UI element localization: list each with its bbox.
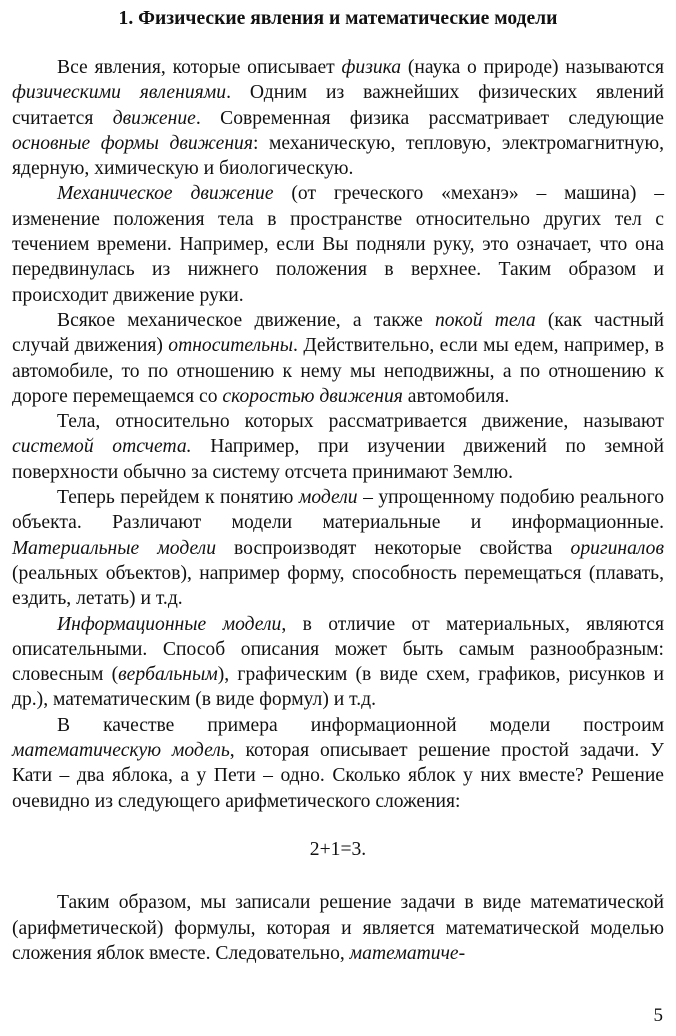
text-run: Теперь перейдем к понятию xyxy=(57,487,299,509)
text-run: (как частный случай движения) xyxy=(12,309,664,357)
text-run: . Действительно, если мы едем, например, в автомобиле, то по отношению к нему мы неподвижны, а по отношению к дороге перемещаемся со xyxy=(12,335,665,407)
italic-term: движение xyxy=(112,107,196,129)
text-run: . Современная физика рассматривает следующие xyxy=(195,107,664,129)
paragraph xyxy=(12,181,664,307)
text-run: (от греческого «механэ» – машина) – изменение положения тела в пространстве относительно других тел с течением времени. Например, если Вы подняли руку, это означает, что она передвинулась из нижнего положения в верхнее. Таким образом и происходит движение руки. xyxy=(12,183,665,306)
text-run: Тела, относительно которых рассматривается движение, называют xyxy=(57,411,664,433)
paragraph xyxy=(12,612,664,713)
page-number: 5 xyxy=(653,1004,663,1026)
text-run: – упрощенному подобию реального объекта. Различают модели материальные и информационные. xyxy=(12,487,664,534)
text-run: В качестве примера информационной модели построим xyxy=(57,714,664,736)
italic-term: математическую модель xyxy=(12,740,230,762)
italic-term: относительны xyxy=(168,335,294,357)
italic-term: покой тела xyxy=(434,309,536,331)
text-run: Например, при изучении движений по земной поверхности обычно за систему отсчета принимают Землю. xyxy=(12,436,665,483)
text-run: Таким образом, мы записали решение задачи в виде математической (арифметической) формулы, которая и является математической моделью сложения яблок вместе. Следовательно, xyxy=(12,892,664,964)
paragraph xyxy=(12,308,664,409)
italic-term: модели xyxy=(298,487,358,509)
text-run: , которая описывает решение простой задачи. У Кати – два яблока, а у Пети – одно. Сколько яблок у них вместе? Решение очевидно из следующего арифметического сложения: xyxy=(12,740,664,812)
text-run: . Одним из важнейших физических явлений считается xyxy=(12,82,665,129)
text-run: (реальных объектов), например форму, способность перемещаться (плавать, ездить, летать) и т.д. xyxy=(12,562,664,610)
italic-term: Материальные модели xyxy=(12,537,217,559)
text-run: автомобиля. xyxy=(402,385,510,407)
italic-term: физическими явлениями xyxy=(12,82,227,104)
italic-term: математиче- xyxy=(349,942,466,964)
italic-term: Информационные модели xyxy=(57,613,282,635)
text-run: (наука о природе) называются xyxy=(401,57,664,78)
body-text xyxy=(12,55,664,966)
text-run: ), графическим (в виде схем, графиков, рисунков и др.), математическим (в виде формул) и т.д. xyxy=(12,664,664,711)
italic-term: оригиналов xyxy=(570,537,664,559)
text-run: : механическую, тепловую, электромагнитную, ядерную, химическую и биологическую. xyxy=(12,132,664,180)
italic-term: основные формы движения xyxy=(12,132,253,154)
paragraph xyxy=(12,485,664,611)
paragraph xyxy=(12,713,664,814)
italic-term: вербальным xyxy=(118,664,218,686)
text-run: Все явления, которые описывает xyxy=(57,57,342,78)
final-paragraph xyxy=(12,890,664,966)
section-heading: 1. Физические явления и математические модели xyxy=(118,8,558,29)
italic-term: системой отсчета. xyxy=(12,436,192,458)
text-run: , в отличие от материальных, являются описательными. Способ описания может быть самым разнообразным: словесным ( xyxy=(12,613,664,686)
paragraph xyxy=(12,55,664,181)
italic-term: скоростью движения xyxy=(222,385,403,407)
italic-term: Механическое движение xyxy=(57,183,274,205)
italic-term: физика xyxy=(341,57,402,78)
text-run: Всякое механическое движение, а также xyxy=(57,309,435,331)
text-run: воспроизводят некоторые свойства xyxy=(216,537,571,559)
paragraph xyxy=(12,409,664,485)
formula: 2+1=3. xyxy=(309,838,367,860)
